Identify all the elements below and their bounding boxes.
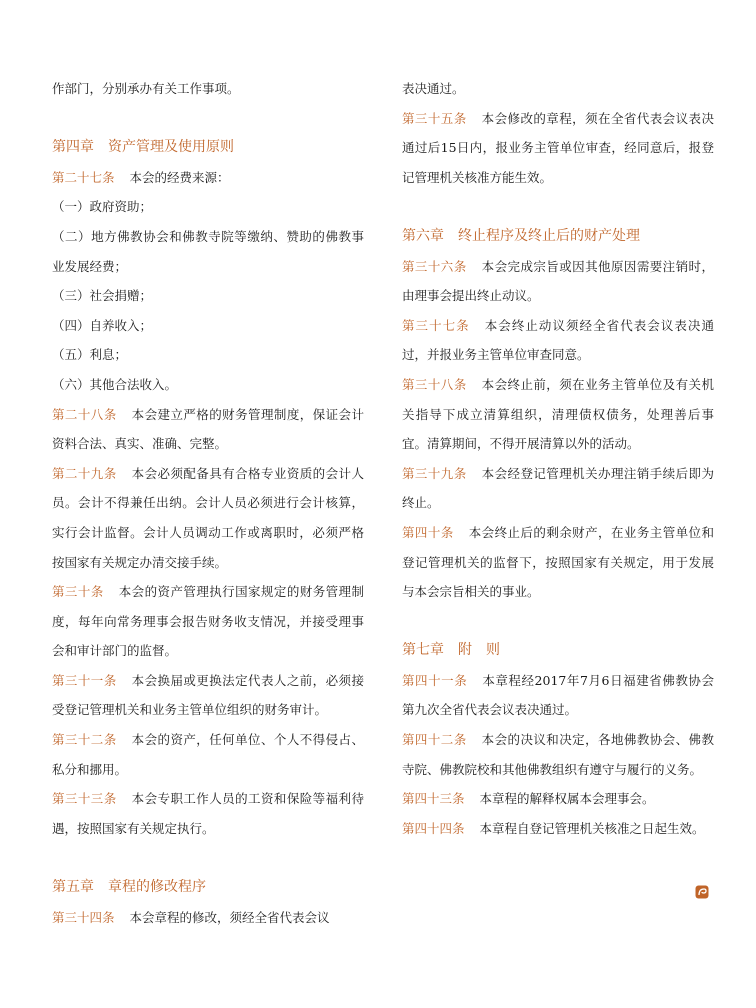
section-gap [52, 104, 364, 134]
article-paragraph [52, 400, 364, 459]
article-paragraph [402, 666, 714, 725]
article-number: 第三十六条 [402, 258, 467, 274]
article-paragraph [402, 104, 714, 193]
article-paragraph [52, 903, 364, 933]
article-number: 第三十一条 [52, 672, 117, 688]
article-number: 第三十七条 [402, 317, 470, 333]
body-text: （五）利息； [52, 347, 128, 363]
article-text: 本会专职工作人员的工资和保险等福利待遇，按照国家有关规定执行。 [52, 791, 364, 836]
body-text: （二）地方佛教协会和佛教寺院等缴纳、赞助的佛教事业发展经费； [52, 228, 364, 274]
article-number: 第三十五条 [402, 110, 467, 126]
article-paragraph [402, 252, 714, 311]
article-text: 本会换届或更换法定代表人之前，必须接受登记管理机关和业务主管单位组织的财务审计。 [52, 672, 364, 718]
body-text: （六）其他合法收入。 [52, 376, 178, 392]
article-paragraph [402, 370, 714, 459]
article-text: 本会建立严格的财务管理制度，保证会计资料合法、真实、准确、完整。 [52, 406, 364, 452]
article-text: 本章程的解释权属本会理事会。 [479, 791, 655, 807]
article-number: 第四十条 [402, 524, 454, 540]
chapter-heading: 第四章 资产管理及使用原则 [52, 139, 234, 156]
article-paragraph [402, 311, 714, 370]
article-number: 第四十三条 [402, 791, 465, 807]
article-number: 第三十九条 [402, 465, 467, 481]
article-text: 本会终止后的剩余财产，在业务主管单位和登记管理机关的监督下，按照国家有关规定，用于发展与本会宗旨相关的事业。 [402, 524, 714, 600]
chapter-heading: 第五章 章程的修改程序 [52, 879, 206, 896]
article-number: 第三十八条 [402, 376, 467, 392]
body-text: （三）社会捐赠； [52, 288, 153, 304]
article-paragraph [402, 784, 714, 814]
article-number: 第四十四条 [402, 820, 465, 836]
article-text: 本会章程的修改，须经全省代表会议 [129, 909, 330, 925]
article-paragraph [402, 518, 714, 607]
right-column [402, 74, 714, 843]
article-text: 本会完成宗旨或因其他原因需要注销时，由理事会提出终止动议。 [402, 258, 714, 304]
article-text: 本会终止动议须经全省代表会议表决通过，并报业务主管单位审查同意。 [402, 317, 714, 363]
section-gap [52, 843, 364, 873]
article-number: 第三十条 [52, 584, 104, 600]
article-text: 本会终止前，须在业务主管单位及有关机关指导下成立清算组织，清理债权债务，处理善后事宜。清算期间，不得开展清算以外的活动。 [402, 376, 714, 452]
article-paragraph [402, 459, 714, 518]
body-text: 作部门，分别承办有关工作事项。 [52, 81, 240, 96]
article-text: 本会的经费来源： [129, 169, 230, 185]
article-text: 本章程自登记管理机关核准之日起生效。 [479, 820, 705, 836]
section-gap [402, 192, 714, 222]
article-text: 本会的决议和决定，各地佛教协会、佛教寺院、佛教院校和其他佛教组织有遵守与履行的义务。 [402, 732, 714, 777]
article-number: 第三十二条 [52, 732, 117, 748]
article-text: 本会的资产，任何单位、个人不得侵占、私分和挪用。 [52, 732, 364, 777]
end-ornament-icon [695, 885, 709, 899]
article-paragraph [402, 814, 714, 844]
left-column [52, 74, 364, 932]
article-text: 本会的资产管理执行国家规定的财务管理制度，每年向常务理事会报告财务收支情况，并接受理事会和审计部门的监督。 [52, 584, 364, 659]
body-text: 表决通过。 [402, 81, 465, 96]
article-text: 本章程经2017年7月6日福建省佛教协会第九次全省代表会议表决通过。 [402, 672, 714, 718]
article-number: 第四十一条 [402, 672, 468, 688]
body-text: （四）自养收入； [52, 317, 153, 333]
article-number: 第三十三条 [52, 791, 117, 807]
article-paragraph [52, 163, 364, 193]
article-number: 第二十八条 [52, 406, 117, 422]
article-number: 第二十七条 [52, 169, 115, 185]
article-paragraph [52, 784, 364, 843]
chapter-heading: 第六章 终止程序及终止后的财产处理 [402, 227, 640, 244]
article-number: 第三十四条 [52, 909, 115, 925]
article-paragraph [52, 577, 364, 666]
article-paragraph [402, 725, 714, 784]
article-number: 第四十二条 [402, 732, 467, 748]
article-number: 第二十九条 [52, 465, 117, 481]
body-text: （一）政府资助； [52, 199, 153, 215]
article-paragraph [52, 459, 364, 577]
section-gap [402, 607, 714, 637]
article-text: 本会经登记管理机关办理注销手续后即为终止。 [402, 465, 714, 511]
article-paragraph [52, 666, 364, 725]
article-text: 本会必须配备具有合格专业资质的会计人员。会计不得兼任出纳。会计人员必须进行会计核算，实行会计监督。会计人员调动工作或离职时，必须严格按国家有关规定办清交接手续。 [52, 465, 364, 570]
article-text: 本会修改的章程，须在全省代表会议表决通过后15日内，报业务主管单位审查，经同意后，报登记管理机关核准方能生效。 [402, 110, 714, 185]
chapter-heading: 第七章 附 则 [402, 642, 500, 659]
article-paragraph [52, 725, 364, 784]
